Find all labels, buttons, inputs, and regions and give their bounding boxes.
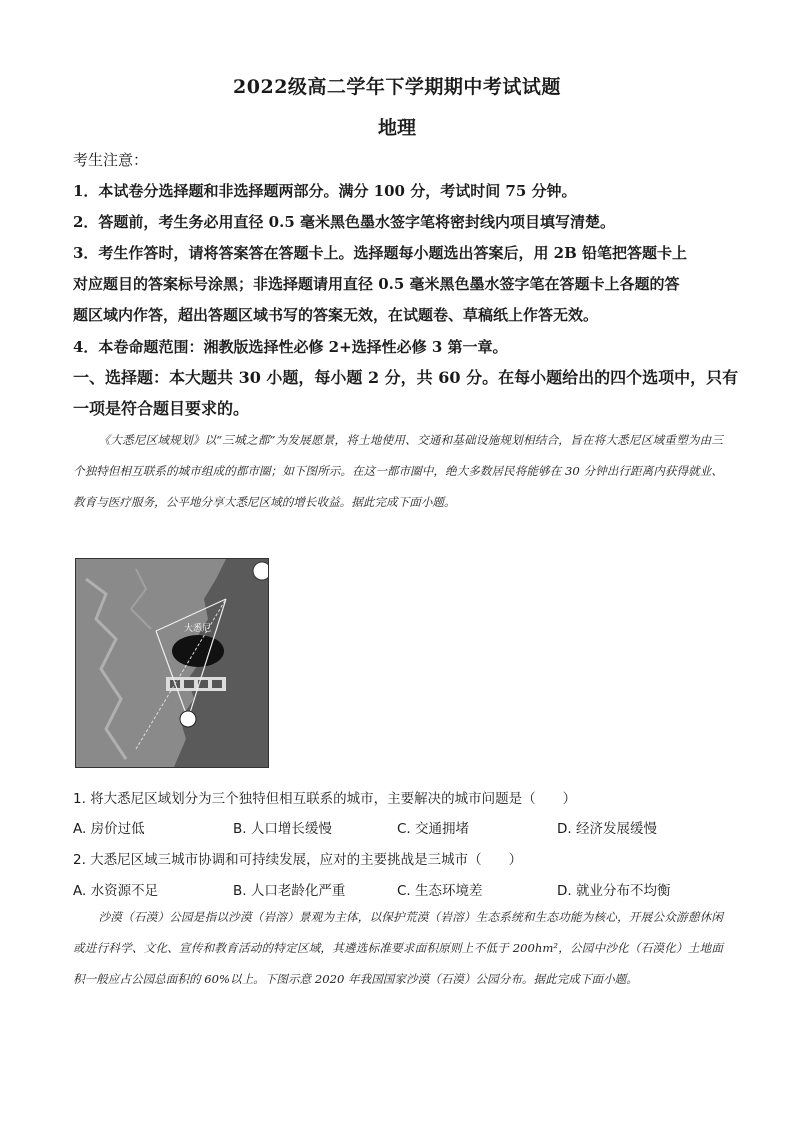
q1-option-a[interactable]: A. 房价过低 — [73, 821, 145, 837]
map-label: 大悉尼 — [184, 624, 212, 634]
question-1-stem: 1. 将大悉尼区域划分为三个独特但相互联系的城市，主要解决的城市问题是（ ） — [73, 791, 577, 807]
exam-title: 2022级高二学年下学期期中考试试题 — [233, 76, 561, 98]
section-heading-line-1: 一、选择题：本大题共 30 小题，每小题 2 分，共 60 分。在每小题给出的四个选项中，只有 — [73, 368, 739, 387]
notice-line-2: 2．答题前，考生务必用直径 0.5 毫米黑色墨水签字笔将密封线内项目填写清楚。 — [73, 213, 615, 231]
notice-line-3c: 题区域内作答，超出答题区域书写的答案无效，在试题卷、草稿纸上作答无效。 — [73, 306, 599, 324]
notice-line-3a: 3．考生作答时，请将答案答在答题卡上。选择题每小题选出答案后，用 2B 铅笔把答题卡上 — [73, 244, 688, 262]
q2-option-a[interactable]: A. 水资源不足 — [73, 883, 159, 899]
q2-option-d[interactable]: D. 就业分布不均衡 — [557, 883, 671, 899]
question-2-stem: 2. 大悉尼区域三城市协调和可持续发展，应对的主要挑战是三城市（ ） — [73, 852, 523, 868]
passage-1: 《大悉尼区域规划》以“三城之都”为发展愿景，将土地使用、交通和基础设施规划相结合，旨在将大悉尼区域重塑为由三个独特但相互联系的城市组成的都市圈；如下图所示。在这一都市圈中，绝大多数居民将能够在 30 分钟出行距离内获得就业、教育与医疗服务，公平地分享大悉尼区域的增长收益。据此完成下面小题。 — [73, 433, 723, 509]
sydney-region-map — [75, 558, 269, 768]
q1-option-b[interactable]: B. 人口增长缓慢 — [233, 821, 332, 837]
q2-option-c[interactable]: C. 生态环境差 — [397, 883, 483, 899]
subject-title: 地理 — [377, 117, 416, 139]
notice-line-1: 1．本试卷分选择题和非选择题两部分。满分 100 分，考试时间 75 分钟。 — [73, 182, 577, 200]
notice-heading: 考生注意： — [73, 151, 149, 169]
notice-line-3b: 对应题目的答案标号涂黑；非选择题请用直径 0.5 毫米黑色墨水签字笔在答题卡上各题的答 — [73, 275, 680, 293]
q1-option-c[interactable]: C. 交通拥堵 — [397, 821, 470, 837]
notice-line-4: 4．本卷命题范围：湘教版选择性必修 2+选择性必修 3 第一章。 — [73, 338, 508, 356]
q1-option-d[interactable]: D. 经济发展缓慢 — [557, 821, 657, 837]
q2-option-b[interactable]: B. 人口老龄化严重 — [233, 883, 346, 899]
passage-2: 沙漠（石漠）公园是指以沙漠（岩溶）景观为主体，以保护荒漠（岩溶）生态系统和生态功能为核心，开展公众游憩休闲或进行科学、文化、宣传和教育活动的特定区域，其遴选标准要求面积原则上不低于 200hm²，公园中沙化（石漠化）土地面积一般应占公园总面积的 60%以上。下图示意 2020 年我国国家沙漠（石漠）公园分布。据此完成下面小题。 — [73, 910, 723, 986]
section-heading-line-2: 一项是符合题目要求的。 — [73, 399, 250, 418]
